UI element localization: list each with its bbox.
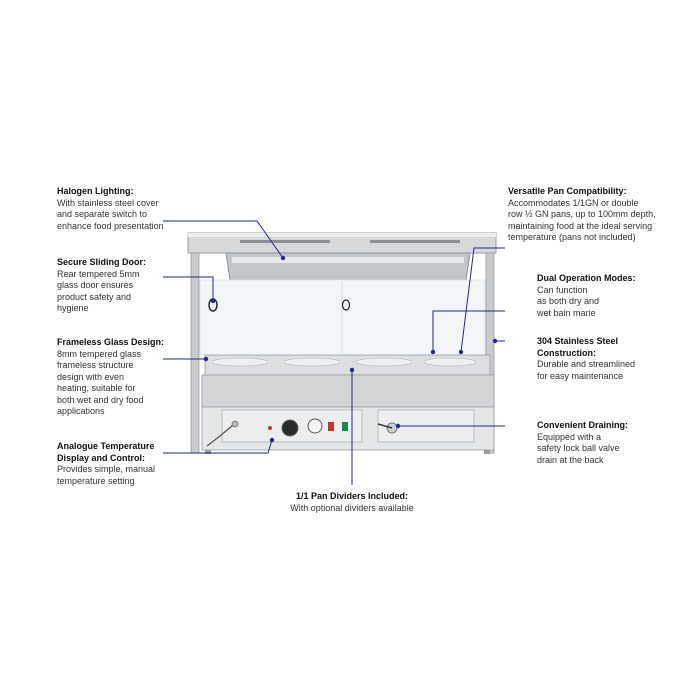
feature-versatile: [508, 186, 656, 244]
feature-desc-line: With optional dividers available: [290, 502, 414, 513]
feature-desc-line: temperature (pans not included): [508, 232, 636, 242]
feature-desc-line: Durable and streamlined: [537, 359, 636, 369]
feature-desc-line: design with even: [57, 371, 125, 382]
feature-desc-line: for easy maintenance: [537, 370, 624, 381]
feature-desc-line: both wet and dry food: [57, 394, 144, 405]
feature-title: Analogue Temperature Display and Control:: [57, 441, 155, 463]
feature-title: Versatile Pan Compatibility:: [508, 186, 627, 196]
feature-desc-line: glass door ensures: [57, 280, 134, 290]
left-post: [191, 253, 199, 453]
feature-desc-line: wet bain marie: [537, 307, 596, 318]
feature-title: Dual Operation Modes:: [537, 273, 636, 283]
feature-title: Frameless Glass Design:: [57, 337, 165, 347]
feature-desc-line: Rear tempered 5mm: [57, 268, 140, 279]
feature-desc-line: With stainless steel cover: [57, 197, 159, 208]
feature-desc-line: as both dry and: [537, 296, 600, 306]
feature-title: Convenient Draining:: [537, 420, 629, 430]
feature-desc-line: temperature setting: [57, 475, 135, 486]
feature-glass: [57, 337, 164, 418]
feature-desc-line: Accommodates 1/1GN or double: [508, 197, 639, 208]
feature-desc-line: frameless structure: [57, 360, 134, 370]
feature-desc-line: enhance food presentation: [57, 220, 164, 231]
feature-title: 304 Stainless Steel Construction:: [537, 336, 619, 358]
feature-drain: [537, 420, 628, 466]
feature-title: Secure Sliding Door:: [57, 257, 147, 267]
feature-halogen: [57, 186, 164, 232]
feature-analogue: [57, 441, 155, 487]
feature-title: 1/1 Pan Dividers Included:: [295, 491, 409, 501]
feature-desc-line: and separate switch to: [57, 209, 148, 219]
glass-panel: [200, 280, 485, 355]
power-switch-icon[interactable]: [328, 422, 334, 431]
knob-icon[interactable]: [282, 420, 298, 436]
feature-desc-line: drain at the back: [537, 454, 604, 465]
feature-desc-line: Equipped with a: [537, 431, 602, 442]
feature-desc-line: product safety and: [57, 291, 132, 302]
feature-steel: [537, 336, 635, 382]
feature-dividers: [262, 491, 442, 514]
feature-desc-line: hygiene: [57, 303, 89, 313]
heat-switch-icon[interactable]: [342, 422, 348, 431]
feature-desc-line: maintaining food at the ideal serving: [508, 220, 653, 231]
feature-title: Halogen Lighting:: [57, 186, 134, 196]
thermometer-dial-icon: [308, 419, 322, 433]
feature-desc-line: heating, suitable for: [57, 383, 136, 393]
feature-desc-line: Provides simple, manual: [57, 464, 156, 474]
feature-desc-line: Can function: [537, 284, 588, 295]
feature-door: [57, 257, 146, 315]
feature-desc-line: 8mm tempered glass: [57, 348, 142, 359]
feature-dual: [537, 273, 636, 319]
feature-desc-line: row ½ GN pans, up to 100mm depth,: [508, 209, 656, 219]
feature-desc-line: safety lock ball valve: [537, 443, 620, 453]
feature-desc-line: applications: [57, 406, 105, 416]
body-upper: [202, 375, 494, 407]
